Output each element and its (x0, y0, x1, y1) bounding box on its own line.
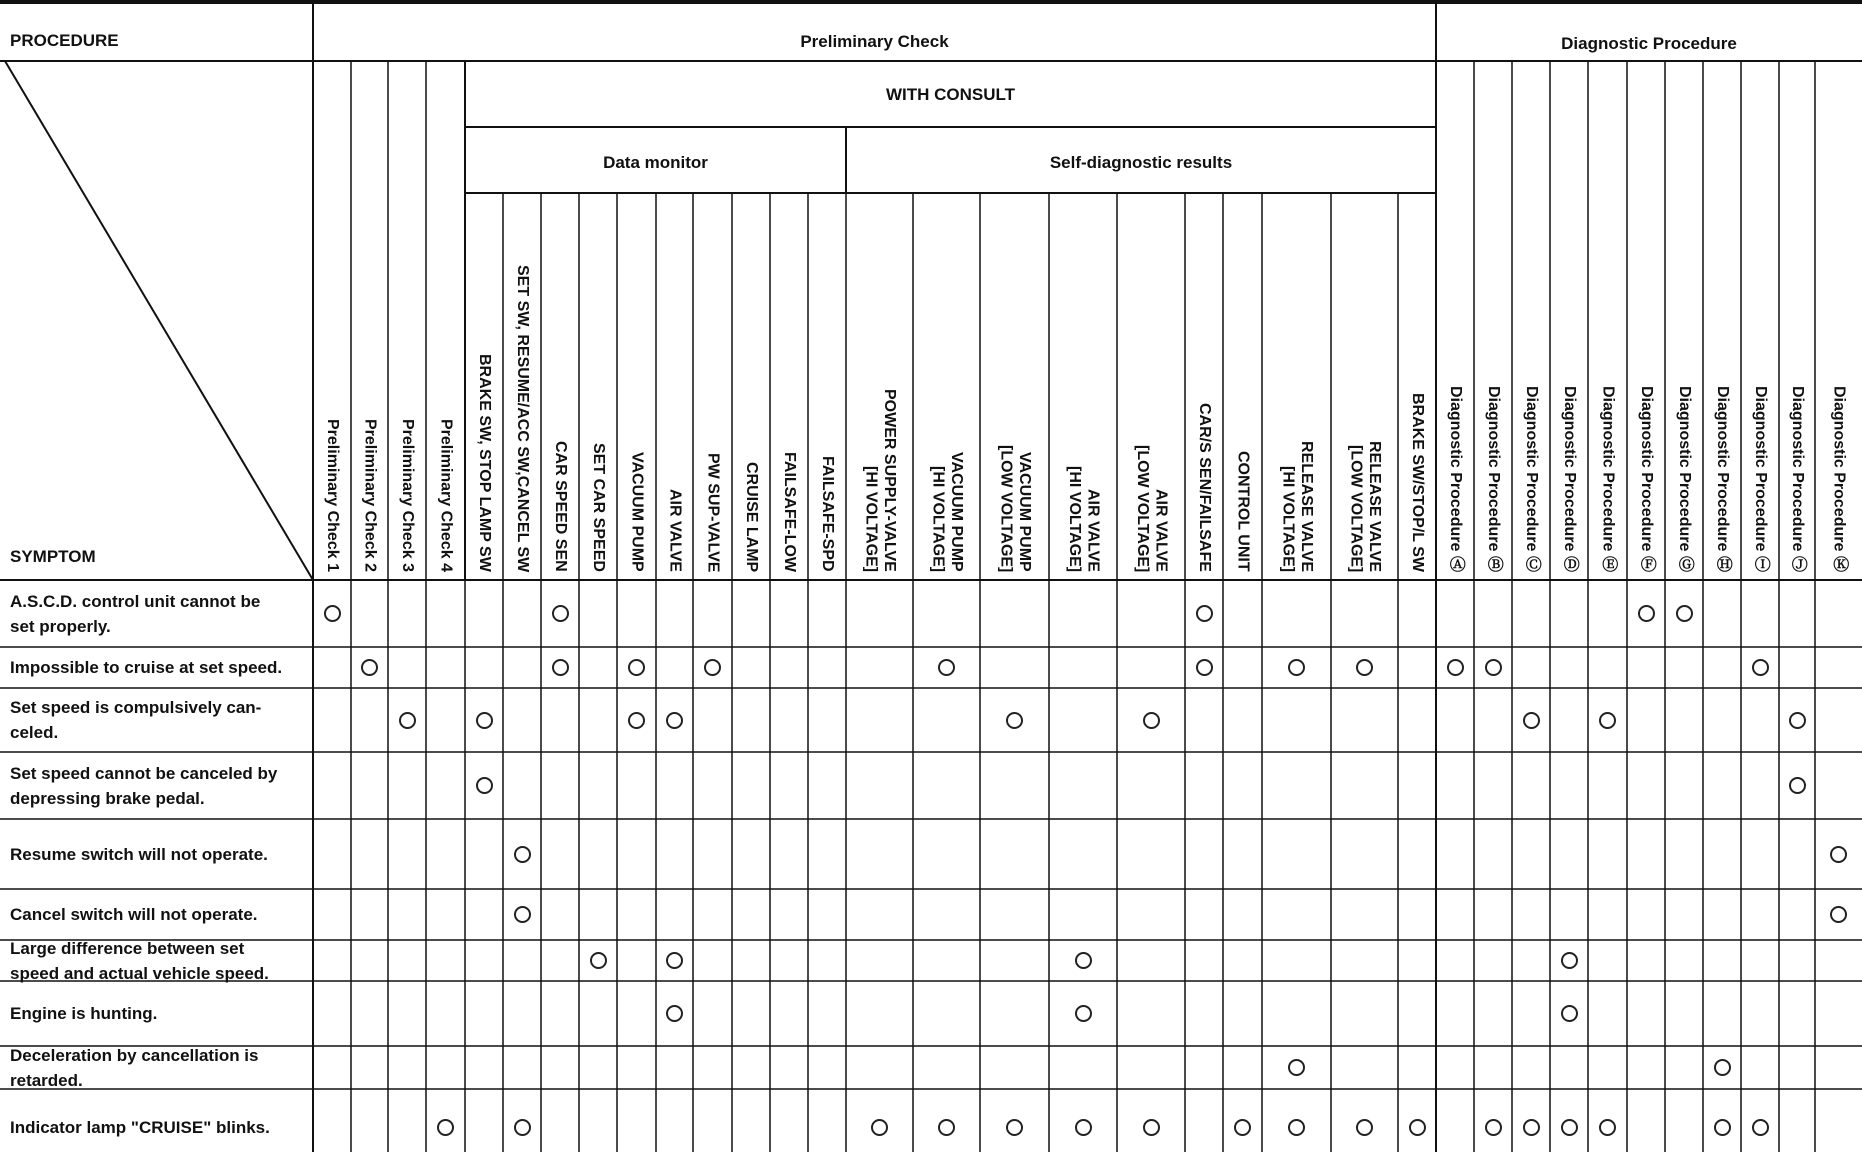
column-header-29: Diagnostic Procedure Ⓔ (1599, 386, 1617, 572)
column-header-24: BRAKE SW/STOP/L SW (1409, 393, 1427, 572)
check-mark (1599, 712, 1616, 729)
check-mark (1676, 605, 1693, 622)
column-header-33: Diagnostic Procedure Ⓘ (1752, 386, 1770, 572)
symptom-label: SYMPTOM (10, 547, 96, 566)
check-mark (871, 1119, 888, 1136)
column-header-35: Diagnostic Procedure Ⓚ (1830, 386, 1848, 572)
check-mark (1485, 659, 1502, 676)
column-header-2: Preliminary Check 2 (361, 419, 379, 572)
column-header-20: CAR/S SEN/FAILSAFE (1196, 403, 1214, 572)
check-mark (590, 952, 607, 969)
check-mark (938, 659, 955, 676)
check-mark (1075, 952, 1092, 969)
column-header-32: Diagnostic Procedure Ⓗ (1714, 386, 1732, 572)
symptom-text: Set speed is compulsively can- celed. (10, 698, 262, 742)
column-header-26: Diagnostic Procedure Ⓑ (1485, 386, 1503, 572)
column-header-11: PW SUP-VALVE (704, 452, 722, 572)
column-header-19: AIR VALVE [LOW VOLTAGE] (1134, 444, 1170, 572)
preliminary-check-header: Preliminary Check (800, 32, 949, 51)
check-mark (1234, 1119, 1251, 1136)
check-mark (1143, 1119, 1160, 1136)
column-header-3: Preliminary Check 3 (399, 419, 417, 572)
check-mark (476, 777, 493, 794)
check-mark (938, 1119, 955, 1136)
check-mark (1752, 1119, 1769, 1136)
symptom-text: Large difference between set speed and actual vehicle speed. (10, 938, 269, 983)
diagnostic-procedure-header: Diagnostic Procedure (1561, 34, 1737, 53)
column-header-27: Diagnostic Procedure Ⓒ (1523, 386, 1541, 572)
column-header-4: Preliminary Check 4 (437, 419, 455, 572)
check-mark (399, 712, 416, 729)
symptom-text: Resume switch will not operate. (10, 844, 268, 864)
column-header-5: BRAKE SW, STOP LAMP SW (476, 354, 494, 572)
self-diagnostic-results-header: Self-diagnostic results (1049, 153, 1233, 172)
column-header-12: CRUISE LAMP (743, 461, 761, 572)
check-mark (1561, 1119, 1578, 1136)
check-mark (1409, 1119, 1426, 1136)
check-mark (1561, 952, 1578, 969)
check-mark (1830, 846, 1847, 863)
check-mark (1006, 712, 1023, 729)
column-header-6: SET SW, RESUME/ACC SW,CANCEL SW (514, 264, 532, 572)
symptom-text: Deceleration by cancellation is retarded. (10, 1045, 259, 1090)
symptom-text: Cancel switch will not operate. (10, 905, 258, 924)
check-mark (361, 659, 378, 676)
check-mark (628, 712, 645, 729)
check-mark (552, 605, 569, 622)
check-mark (666, 712, 683, 729)
check-mark (704, 659, 721, 676)
check-mark (1523, 712, 1540, 729)
check-mark (1523, 1119, 1540, 1136)
check-mark (666, 952, 683, 969)
check-mark (1830, 906, 1847, 923)
check-mark (628, 659, 645, 676)
check-mark (1485, 1119, 1502, 1136)
check-mark (1356, 1119, 1373, 1136)
check-mark (1714, 1059, 1731, 1076)
column-header-10: AIR VALVE (666, 489, 684, 572)
column-header-28: Diagnostic Procedure Ⓓ (1561, 386, 1579, 572)
column-header-31: Diagnostic Procedure Ⓖ (1676, 386, 1694, 572)
check-mark (514, 906, 531, 923)
procedure-label: PROCEDURE (10, 31, 119, 50)
with-consult-header: WITH CONSULT (885, 85, 1016, 104)
check-mark (1789, 777, 1806, 794)
check-mark (1789, 712, 1806, 729)
check-mark (666, 1005, 683, 1022)
symptom-text: Indicator lamp "CRUISE" blinks. (10, 1118, 270, 1137)
check-mark (1714, 1119, 1731, 1136)
symptom-text: Engine is hunting. (10, 1004, 158, 1023)
column-header-9: VACUUM PUMP (628, 452, 646, 572)
check-mark (1006, 1119, 1023, 1136)
check-mark (1288, 1059, 1305, 1076)
symptom-text: A.S.C.D. control unit cannot be set properly. (10, 591, 261, 636)
check-mark (476, 712, 493, 729)
header-diagonal (5, 61, 313, 580)
check-mark (1447, 659, 1464, 676)
check-mark (514, 846, 531, 863)
symptom-text: Impossible to cruise at set speed. (10, 658, 283, 677)
column-header-14: FAILSAFE-SPD (819, 456, 837, 572)
column-header-23: RELEASE VALVE [LOW VOLTAGE] (1347, 441, 1383, 572)
check-mark (1638, 605, 1655, 622)
column-header-21: CONTROL UNIT (1234, 451, 1252, 572)
check-mark (1356, 659, 1373, 676)
data-monitor-header: Data monitor (603, 153, 708, 172)
check-mark (1288, 659, 1305, 676)
column-header-25: Diagnostic Procedure Ⓐ (1447, 386, 1465, 572)
check-mark (1752, 659, 1769, 676)
check-mark (1143, 712, 1160, 729)
column-header-18: AIR VALVE [HI VOLTAGE] (1066, 465, 1102, 572)
symptom-text: Set speed cannot be canceled by depressing brake pedal. (10, 763, 278, 808)
column-header-1: Preliminary Check 1 (324, 419, 342, 572)
column-header-30: Diagnostic Procedure Ⓕ (1638, 386, 1656, 572)
check-mark (1288, 1119, 1305, 1136)
check-mark (1075, 1005, 1092, 1022)
check-mark (1561, 1005, 1578, 1022)
check-mark (437, 1119, 454, 1136)
column-header-17: VACUUM PUMP [LOW VOLTAGE] (997, 444, 1033, 572)
column-header-22: RELEASE VALVE [HI VOLTAGE] (1279, 441, 1315, 572)
check-mark (552, 659, 569, 676)
column-header-7: CAR SPEED SEN (552, 441, 570, 572)
column-header-16: VACUUM PUMP [HI VOLTAGE] (929, 452, 965, 572)
column-header-13: FAILSAFE-LOW (781, 452, 799, 572)
column-header-34: Diagnostic Procedure Ⓙ (1789, 386, 1807, 572)
check-mark (1599, 1119, 1616, 1136)
check-mark (324, 605, 341, 622)
column-header-15: POWER SUPPLY-VALVE [HI VOLTAGE] (862, 389, 898, 572)
check-mark (1196, 605, 1213, 622)
check-mark (1196, 659, 1213, 676)
check-mark (1075, 1119, 1092, 1136)
check-mark (514, 1119, 531, 1136)
column-header-8: SET CAR SPEED (590, 443, 608, 572)
